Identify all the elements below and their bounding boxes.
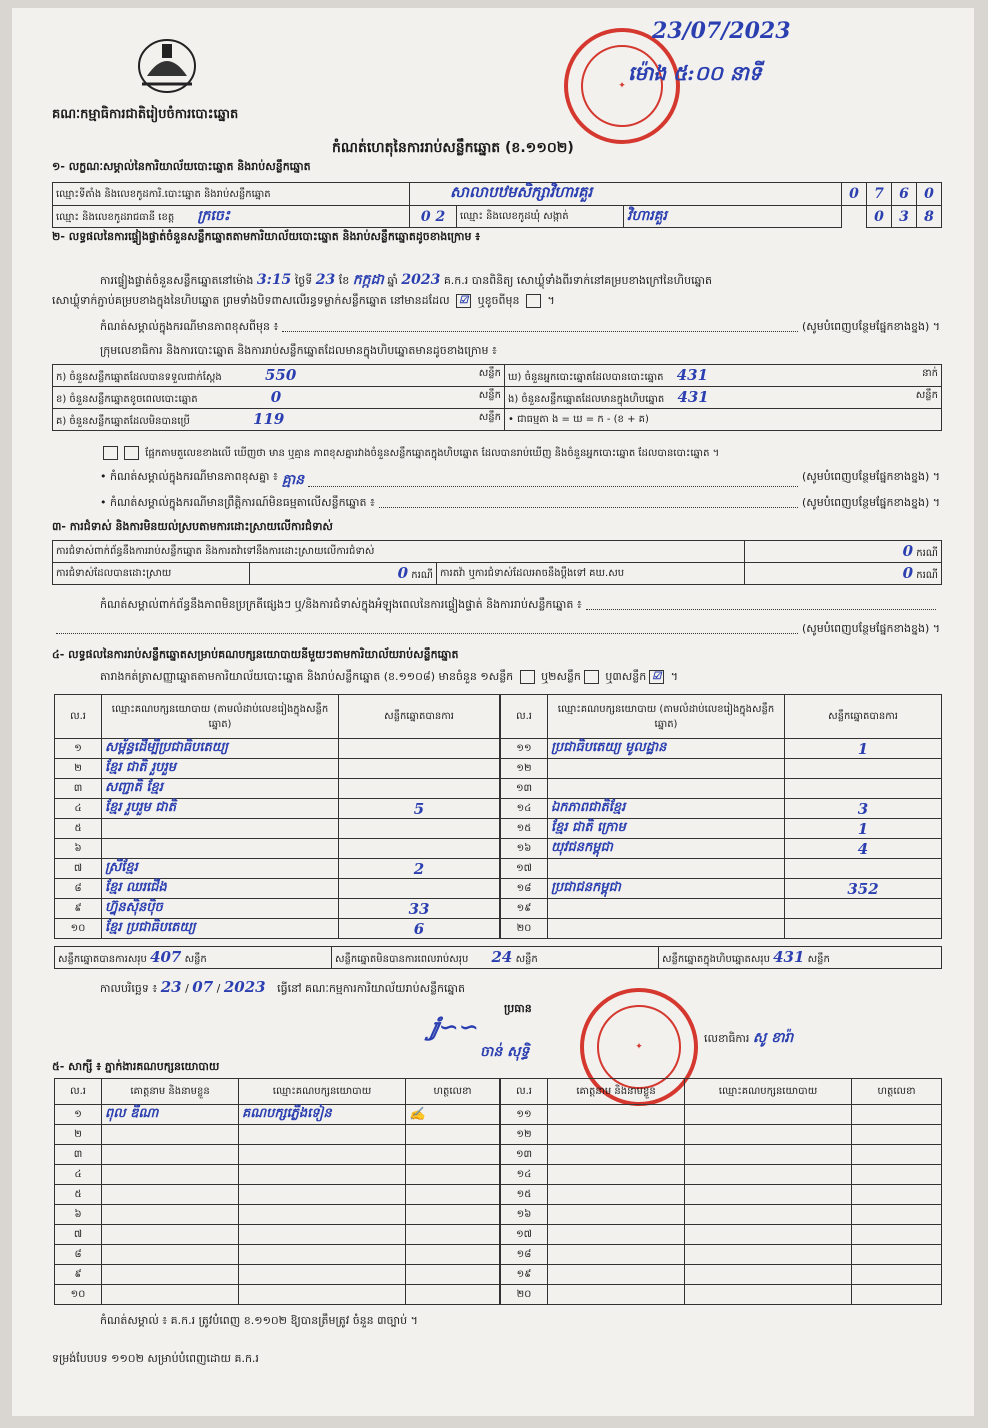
row-formula: • ជាធម្មតា ង = ឃ = ក - (ខ + គ) (505, 409, 942, 431)
witness-party (685, 1265, 852, 1285)
section5-title: ៥- សាក្សី ៖ ភ្នាក់ងារគណបក្សនយោបាយ (52, 1060, 220, 1073)
witness-row (501, 1105, 942, 1125)
party-name (548, 859, 785, 879)
witness-signature (852, 1265, 942, 1285)
party-votes (785, 919, 942, 939)
witness-row (55, 1265, 500, 1285)
party-votes-left (54, 694, 500, 939)
witness-no: ៥ (55, 1185, 102, 1205)
irregularity-fill: (សូមបំពេញបន្ថែមផ្នែកខាងខ្នង) ។ (52, 622, 940, 638)
intact-checkbox[interactable]: ☑ (456, 294, 471, 308)
section1-title: ១- លក្ខណៈសម្គាល់នៃការិយាល័យបោះឆ្នោត និងរាប់សន្លឹកឆ្នោត (52, 160, 311, 173)
witness-no: ១២ (501, 1125, 548, 1145)
witness-signature (852, 1225, 942, 1245)
seal-line: សោឃ្លុំទាក់ភ្ជាប់គម្របខាងក្នុងនៃហិបឆ្នោត ព្រមទាំងបិទពាសលើរន្ធទម្លាក់សន្លឹកឆ្នោត នៅមានដដែល ☑ ឬខូចពីមុន ។ (52, 294, 555, 307)
witness-no: ១១ (501, 1105, 548, 1125)
witness-no: ១ (55, 1105, 102, 1125)
party-name (548, 919, 785, 939)
damage-note: កំណត់សម្គាល់ក្នុងករណីមានភាពខុសពីមុន ៖ (សូមបំពេញបន្ថែមផ្នែកខាងខ្នង) ។ (100, 320, 940, 333)
witness-party (685, 1205, 852, 1225)
witness-row (55, 1125, 500, 1145)
party-name: យុវជនកម្ពុជា (548, 839, 785, 859)
witness-party (685, 1125, 852, 1145)
row-c: គ) ចំនួនសន្លឹកឆ្នោតដែលមិនបានប្រើ 119 សន្លឹក (53, 409, 505, 431)
col-no-right: ល.រ (501, 695, 548, 739)
diff-note: • កំណត់សម្គាល់ក្នុងករណីមានភាពខុសគ្នា ៖ គ្មាន (សូមបំពេញបន្ថែមផ្នែកខាងខ្នង) ។ (100, 470, 940, 491)
witness-no: ៦ (55, 1205, 102, 1225)
form-sheet (12, 8, 974, 1416)
w-col-no: ល.រ (55, 1079, 102, 1105)
commune-code-2: 3 (892, 206, 917, 228)
handwritten-time: ម៉ោង ៥:០០ នាទី (628, 61, 762, 85)
party-name (102, 819, 339, 839)
witness-party (239, 1125, 406, 1145)
party-no: ១៨ (501, 879, 548, 899)
witness-row (501, 1185, 942, 1205)
verify-day: 23 (315, 272, 336, 288)
witness-no: ៩ (55, 1265, 102, 1285)
witness-no: ១០ (55, 1285, 102, 1305)
chairman-signature: ⅉ∽∽ (430, 1012, 479, 1041)
witness-signature (406, 1185, 500, 1205)
party-row (501, 899, 942, 919)
party-row (501, 859, 942, 879)
witness-row (55, 1285, 500, 1305)
official-stamp-top: ✦ (564, 28, 680, 144)
party-votes (339, 839, 500, 859)
party-votes (339, 819, 500, 839)
has-diff-checkbox[interactable] (103, 446, 118, 460)
party-row (501, 819, 942, 839)
secretary: លេខាធិការ សូ ខារ៉ា (704, 1030, 794, 1046)
party-row (55, 879, 500, 899)
witness-name (102, 1165, 239, 1185)
witness-name (102, 1285, 239, 1305)
totals-row (54, 946, 942, 969)
party-row (501, 739, 942, 759)
station-name: សាលាបឋមសិក្សាវិហារគួរ (410, 183, 842, 206)
party-name: ខ្មែរ ប្រជាធិបតេយ្យ (102, 919, 339, 939)
witness-party (685, 1165, 852, 1185)
party-name: ប្រជាជនកម្ពុជា (548, 879, 785, 899)
nec-emblem-icon (132, 36, 202, 96)
party-no: ២០ (501, 919, 548, 939)
one-sheet-checkbox[interactable] (520, 670, 535, 684)
total-valid: សន្លឹកឆ្នោតបានការសរុប 407 សន្លឹក (55, 947, 332, 969)
party-no: ១២ (501, 759, 548, 779)
other-note: • កំណត់សម្គាល់ក្នុងករណីមានព្រឹត្តិការណ៍មិនធម្មតាលើសន្លឹកឆ្នោត ៖ (សូមបំពេញបន្ថែមផ្នែកខាងខ្នង) ។ (100, 496, 940, 509)
appeal-label: ការតវ៉ា ឬការជំទាស់ដែលអាចនឹងប្ដឹងទៅ គឃ.សប (437, 563, 745, 585)
party-votes: 1 (785, 739, 942, 759)
party-name: ខ្មែរ ជាតិ ក្រោម (548, 819, 785, 839)
witness-name (548, 1145, 685, 1165)
witness-no: ១៧ (501, 1225, 548, 1245)
party-no: ១០ (55, 919, 102, 939)
witness-signature (852, 1285, 942, 1305)
witness-name (102, 1145, 239, 1165)
party-row (501, 759, 942, 779)
party-no: ៨ (55, 879, 102, 899)
party-votes: 3 (785, 799, 942, 819)
party-row (55, 739, 500, 759)
witness-no: ៨ (55, 1245, 102, 1265)
two-sheet-checkbox[interactable] (584, 670, 599, 684)
witness-name (548, 1245, 685, 1265)
witness-row (501, 1245, 942, 1265)
witness-no: ១៩ (501, 1265, 548, 1285)
party-row (55, 779, 500, 799)
party-row (55, 839, 500, 859)
party-no: ៩ (55, 899, 102, 919)
row-d: ឃ) ចំនួនអ្នកបោះឆ្នោតដែលបានបោះឆ្នោត 431 នាក់ (505, 365, 942, 387)
witness-name (548, 1265, 685, 1285)
party-row (55, 799, 500, 819)
station-code-1: 0 (842, 183, 867, 206)
section3-title: ៣- ការជំទាស់ និងការមិនយល់ស្របតាមការដោះស្រាយលើការជំទាស់ (52, 520, 333, 533)
witness-row (501, 1125, 942, 1145)
w-col-sign: ហត្ថលេខា (406, 1079, 500, 1105)
handwritten-date: 23/07/2023 (652, 18, 791, 44)
witness-name (548, 1125, 685, 1145)
party-no: ១១ (501, 739, 548, 759)
commune-code-1: 0 (867, 206, 892, 228)
party-no: ១៣ (501, 779, 548, 799)
witness-name (102, 1185, 239, 1205)
witness-signature: ✍ (406, 1105, 500, 1125)
party-votes (339, 759, 500, 779)
witness-signature (406, 1145, 500, 1165)
witness-no: ១៤ (501, 1165, 548, 1185)
form-title: កំណត់ហេតុនៃការរាប់សន្លឹកឆ្នោត (ខ.១១០២) (332, 140, 574, 156)
witness-row (501, 1165, 942, 1185)
party-name: ស្រីខ្មែរ (102, 859, 339, 879)
verify-month: កក្កដា (352, 272, 384, 288)
witness-signature (406, 1225, 500, 1245)
station-code-3: 6 (892, 183, 917, 206)
witness-signature (406, 1265, 500, 1285)
party-name (548, 779, 785, 799)
party-name: សញ្ជាតិ ខ្មែរ (102, 779, 339, 799)
party-name (548, 899, 785, 919)
party-name (548, 759, 785, 779)
no-diff-checkbox[interactable] (124, 446, 139, 460)
station-label: ឈ្មោះទីតាំង និងលេខកូដការិ.បោះឆ្នោត និងរាប់សន្លឹកឆ្នោត (53, 183, 410, 206)
witness-party (239, 1205, 406, 1225)
diff-note-value: គ្មាន (281, 472, 305, 488)
witness-signature (406, 1205, 500, 1225)
party-name: ឯកភាពជាតិខ្មែរ (548, 799, 785, 819)
party-votes: 4 (785, 839, 942, 859)
witness-name (548, 1285, 685, 1305)
section1-table (52, 182, 942, 228)
resolved-count: 0 ករណី (250, 563, 437, 585)
row-b: ខ) ចំនួនសន្លឹកឆ្នោតខូចពេលបោះឆ្នោត 0 សន្លឹក (53, 387, 505, 409)
form-reference: ទម្រង់បែបបទ ១១០២ សម្រាប់បំពេញដោយ គ.ក.រ (52, 1352, 259, 1365)
party-row (501, 879, 942, 899)
objection-table (52, 540, 942, 585)
witness-name (548, 1185, 685, 1205)
party-votes (785, 759, 942, 779)
witness-name (102, 1245, 239, 1265)
witness-name (102, 1205, 239, 1225)
tally-intro: តារាងកត់ត្រាសញ្ញាឆ្នោតតាមការិយាល័យបោះឆ្នោត និងរាប់សន្លឹកឆ្នោត (ខ.១១០៨) មានចំនួន ១សន្លឹក ឬ២សន្លឹក ឬ៣សន្លឹក ☑ ។ (100, 670, 678, 683)
province-name: ក្រចេះ (197, 208, 230, 224)
witness-signature (852, 1165, 942, 1185)
w-col-party-right: ឈ្មោះគណបក្សនយោបាយ (685, 1079, 852, 1105)
org-name: គណៈកម្មាធិការជាតិរៀបចំការបោះឆ្នោត (52, 107, 239, 122)
objection-count: 0 ករណី (745, 541, 942, 563)
official-stamp-bottom: ✦ (580, 988, 698, 1106)
party-no: ៧ (55, 859, 102, 879)
witness-name: ពុល ឌីណា (102, 1105, 239, 1125)
witness-party (239, 1225, 406, 1245)
commune-label: ឈ្មោះ និងលេខកូដឃុំ សង្កាត់ (457, 206, 624, 228)
w-col-name-right: គោត្តនាម និងនាមខ្លួន (548, 1079, 685, 1105)
party-no: ៦ (55, 839, 102, 859)
witness-row (55, 1185, 500, 1205)
party-row (55, 759, 500, 779)
witness-no: ១៣ (501, 1145, 548, 1165)
w-col-name: គោត្តនាម និងនាមខ្លួន (102, 1079, 239, 1105)
party-name: សម្ព័ន្ធដើម្បីប្រជាធិបតេយ្យ (102, 739, 339, 759)
party-row (55, 899, 500, 919)
witness-party (685, 1245, 852, 1265)
party-name: ខ្មែរ ជាតិ រួបរួម (102, 759, 339, 779)
station-code-2: 7 (867, 183, 892, 206)
party-votes (339, 879, 500, 899)
witness-name (548, 1225, 685, 1245)
witness-row (55, 1145, 500, 1165)
witness-no: ១៨ (501, 1245, 548, 1265)
witness-party (685, 1185, 852, 1205)
w-col-party: ឈ្មោះគណបក្សនយោបាយ (239, 1079, 406, 1105)
table-intro: ក្រុមលេខាធិការ និងការបោះឆ្នោត និងការរាប់សន្លឹកឆ្នោតដែលមានក្នុងហិបឆ្នោតមានដូចខាងក្រោម ៖ (100, 344, 497, 357)
witness-signature (852, 1205, 942, 1225)
witness-party (239, 1185, 406, 1205)
witness-no: ៤ (55, 1165, 102, 1185)
witness-no: ១៦ (501, 1205, 548, 1225)
party-no: ១៥ (501, 819, 548, 839)
total-invalid: សន្លឹកឆ្នោតមិនបានការពេលរាប់សរុប 24 សន្លឹក (332, 947, 659, 969)
irregularity-note: កំណត់សម្គាល់ពាក់ព័ន្ធនឹងភាពមិនប្រក្រតីផ្សេងៗ ឬ/និងការជំទាស់ក្នុងអំឡុងពេលនៃការផ្ទៀងផ្ទាត់ និងការរាប់សន្លឹកឆ្នោត ៖ (100, 598, 940, 614)
party-no: ១៧ (501, 859, 548, 879)
party-name: ខ្មែរ រួបរួម ជាតិ (102, 799, 339, 819)
witness-no: ១៥ (501, 1185, 548, 1205)
party-votes: 5 (339, 799, 500, 819)
witness-party (239, 1145, 406, 1165)
witness-party (685, 1225, 852, 1245)
commune-code-3: 8 (917, 206, 942, 228)
chairman-label: ប្រធាន (504, 1002, 532, 1015)
witness-row (501, 1285, 942, 1305)
col-party: ឈ្មោះគណបក្សនយោបាយ (តាមលំដាប់លេខរៀងក្នុងសន្លឹកឆ្នោត) (102, 695, 339, 739)
ballot-count-table (52, 364, 942, 431)
footer-note: កំណត់សម្គាល់ ៖ គ.ក.រ ត្រូវបំពេញ ខ.១១០២ ឱ្យបានត្រឹមត្រូវ ចំនួន ៣ច្បាប់ ។ (100, 1314, 418, 1327)
witness-party (239, 1245, 406, 1265)
province-cell (53, 206, 410, 228)
w-col-sign-right: ហត្ថលេខា (852, 1079, 942, 1105)
party-name: ហ្វ៊ុនស៊ិនប៉ិច (102, 899, 339, 919)
witness-row (55, 1205, 500, 1225)
col-party-right: ឈ្មោះគណបក្សនយោបាយ (តាមលំដាប់លេខរៀងក្នុងសន្លឹកឆ្នោត) (548, 695, 785, 739)
witness-party: គណបក្សភ្លើងទៀន (239, 1105, 406, 1125)
party-no: ១៦ (501, 839, 548, 859)
chairman-name: ចាន់ សុទ្ធិ (480, 1044, 530, 1060)
party-no: ២ (55, 759, 102, 779)
station-code-4: 0 (917, 183, 942, 206)
col-votes-right: សន្លឹកឆ្នោតបានការ (785, 695, 942, 739)
witness-row (55, 1225, 500, 1245)
witness-row (55, 1105, 500, 1125)
party-row (55, 819, 500, 839)
witness-row (501, 1265, 942, 1285)
row-a: ក) ចំនួនសន្លឹកឆ្នោតដែលបានទទួលជាក់ស្តែង 550 សន្លឹក (53, 365, 505, 387)
witness-name (102, 1265, 239, 1285)
party-no: ៥ (55, 819, 102, 839)
witness-signature (406, 1285, 500, 1305)
three-sheet-checkbox[interactable]: ☑ (649, 670, 664, 684)
witness-row (501, 1225, 942, 1245)
party-row (501, 799, 942, 819)
party-row (55, 859, 500, 879)
party-votes: 6 (339, 919, 500, 939)
party-no: ១៤ (501, 799, 548, 819)
party-votes-right (500, 694, 942, 939)
party-votes (785, 899, 942, 919)
compare-line: ផ្អែកតាមតួលេខខាងលើ ឃើញថា មាន ឬគ្មាន ភាពខុសគ្នារវាងចំនួនសន្លឹកឆ្នោតក្នុងហិបឆ្នោត ដែលបានរាប់ឃើញ និងចំនួនអ្នកបោះឆ្នោត ដែលបានបោះឆ្នោត ។ (100, 446, 950, 461)
party-name: ប្រជាធិបតេយ្យ មូលដ្ឋាន (548, 739, 785, 759)
witness-signature (406, 1125, 500, 1145)
party-votes (339, 739, 500, 759)
witness-signature (852, 1185, 942, 1205)
witness-name (548, 1165, 685, 1185)
witness-no: ៣ (55, 1145, 102, 1165)
witness-party (239, 1285, 406, 1305)
party-row (55, 919, 500, 939)
party-votes: 2 (339, 859, 500, 879)
w-col-no-right: ល.រ (501, 1079, 548, 1105)
witness-row (501, 1145, 942, 1165)
row-e: ង) ចំនួនសន្លឹកឆ្នោតដែលមានក្នុងហិបឆ្នោត 431 សន្លឹក (505, 387, 942, 409)
witness-no: ៧ (55, 1225, 102, 1245)
witness-name (102, 1225, 239, 1245)
witness-signature (852, 1105, 942, 1125)
witness-party (685, 1105, 852, 1125)
col-no: ល.រ (55, 695, 102, 739)
party-no: ៤ (55, 799, 102, 819)
province-label: ឈ្មោះ និងលេខកូដរាជធានី ខេត្ត (56, 212, 175, 223)
witness-party (685, 1145, 852, 1165)
party-no: ៣ (55, 779, 102, 799)
objection-label: ការជំទាស់ពាក់ព័ន្ធនឹងការរាប់សន្លឹកឆ្នោត និងការតវ៉ាទៅនឹងការដោះស្រាយលើការជំទាស់ (53, 541, 745, 563)
party-votes: 352 (785, 879, 942, 899)
section2-title: ២- លទ្ធផលនៃការផ្ទៀងផ្ទាត់ចំនួនសន្លឹកឆ្នោតតាមការិយាល័យបោះឆ្នោត និងរាប់សន្លឹកឆ្នោតដូចខាងក្រោម ៖ (52, 230, 481, 243)
party-votes: 1 (785, 819, 942, 839)
party-no: ១៩ (501, 899, 548, 919)
verify-line: ការផ្ទៀងផ្ទាត់ចំនួនសន្លឹកឆ្នោតនៅម៉ោង 3:15 ថ្ងៃទី 23 ខែ កក្កដា ឆ្នាំ 2023 គ.ក.រ បានពិនិត្យ សោឃ្លុំទាំងពីរទាក់នៅគម្របខាងក្រៅនៃហិបឆ្នោត (100, 272, 713, 288)
witness-row (501, 1205, 942, 1225)
witness-party (685, 1285, 852, 1305)
witness-party (239, 1165, 406, 1185)
witness-row (55, 1165, 500, 1185)
witness-row (55, 1245, 500, 1265)
witness-no: ២ (55, 1125, 102, 1145)
witness-left (54, 1078, 500, 1305)
witness-party (239, 1265, 406, 1285)
party-votes: 33 (339, 899, 500, 919)
col-votes: សន្លឹកឆ្នោតបានការ (339, 695, 500, 739)
party-name: ខ្មែរ ឈរជើង (102, 879, 339, 899)
verify-time: 3:15 (256, 272, 292, 288)
witness-name (102, 1125, 239, 1145)
witness-no: ២០ (501, 1285, 548, 1305)
commune-name: វិហារគួរ (624, 206, 842, 228)
party-row (501, 919, 942, 939)
party-votes (785, 779, 942, 799)
party-votes (339, 779, 500, 799)
witness-name (548, 1105, 685, 1125)
party-row (501, 839, 942, 859)
party-no: ១ (55, 739, 102, 759)
province-code: 0 2 (410, 206, 457, 228)
witness-right (500, 1078, 942, 1305)
witness-signature (406, 1245, 500, 1265)
witness-signature (406, 1165, 500, 1185)
witness-signature (852, 1145, 942, 1165)
witness-signature (852, 1245, 942, 1265)
witness-name (548, 1205, 685, 1225)
total-box: សន្លឹកឆ្នោតក្នុងហិបឆ្នោតសរុប 431 សន្លឹក (659, 947, 942, 969)
signing-date: កាលបរិច្ឆេទ ៖ 23 / 07 / 2023 ធ្វើនៅ គណៈកម្មការការិយាល័យរាប់សន្លឹកឆ្នោត (100, 978, 465, 996)
party-name (102, 839, 339, 859)
witness-signature (852, 1125, 942, 1145)
party-row (501, 779, 942, 799)
verify-year: 2023 (401, 272, 441, 288)
section4-title: ៤- លទ្ធផលនៃការរាប់សន្លឹកឆ្នោតសម្រាប់គណបក្សនយោបាយនីមួយៗតាមការិយាល័យរាប់សន្លឹកឆ្នោត (52, 648, 459, 661)
resolved-label: ការជំទាស់ដែលបានដោះស្រាយ (53, 563, 250, 585)
party-votes (785, 859, 942, 879)
appeal-count: 0 ករណី (745, 563, 942, 585)
damaged-checkbox[interactable] (526, 294, 541, 308)
